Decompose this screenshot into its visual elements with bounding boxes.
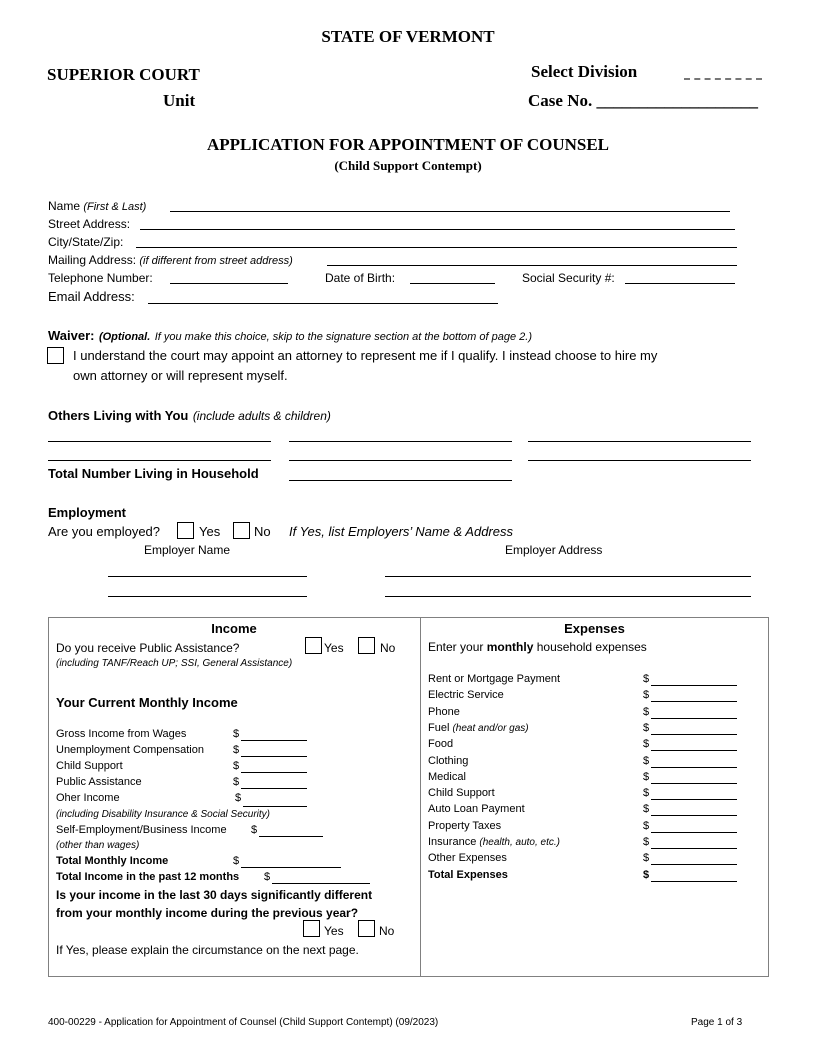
employer-address-field[interactable] [385,576,751,577]
state-heading: STATE OF VERMONT [321,27,495,46]
public-assistance-question: Do you receive Public Assistance? [56,641,240,655]
income-heading: Income [211,621,257,636]
street-label: Street Address: [48,217,131,231]
income-amount-field[interactable] [241,772,307,773]
total-expenses-label: Total Expenses [428,869,508,881]
income-difference-question-1: Is your income in the last 30 days significantly different [56,888,373,902]
dollar-sign: $ [643,673,650,685]
expense-item-label: Medical [428,771,466,783]
dollar-sign: $ [233,776,240,788]
income-item-label: Oher Income [56,792,120,804]
city-label: City/State/Zip: [48,235,124,249]
income-expenses-table [48,617,769,977]
income-amount-field[interactable] [243,806,307,807]
employed-no-checkbox[interactable] [233,522,250,539]
dollar-sign: $ [643,771,650,783]
dollar-sign: $ [643,836,650,848]
income-difference-yes-label: Yes [324,924,344,938]
total-monthly-income-field[interactable] [241,867,341,868]
expense-amount-field[interactable] [651,750,737,751]
form-id: 400-00229 - Application for Appointment of Counsel (Child Support Contempt) (09/2023) [48,1017,439,1028]
expense-item-label: Food [428,738,454,750]
income-difference-yes-checkbox[interactable] [303,920,320,937]
dollar-sign: $ [643,852,650,864]
division-dropdown-placeholder[interactable] [684,66,762,80]
expense-amount-field[interactable] [651,815,737,816]
dollar-sign: $ [643,755,650,767]
public-assistance-no-label: No [380,641,396,655]
income-difference-question-2: from your monthly income during the previous year? [56,906,359,920]
income-difference-no-checkbox[interactable] [358,920,375,937]
waiver-text-1: I understand the court may appoint an attorney to represent me if I qualify. I instead choose to hire my [73,348,658,363]
self-employment-field[interactable] [259,836,323,837]
dollar-sign: $ [233,760,240,772]
dollar-sign: $ [643,820,650,832]
household-heading: Others Living with You (include adults & children) [48,408,331,423]
total-12-month-income-field[interactable] [272,883,370,884]
mailing-label: Mailing Address: (if different from street address) [48,253,293,267]
income-amount-field[interactable] [241,740,307,741]
division-select[interactable]: Select Division [531,62,638,81]
public-assistance-note: (including TANF/Reach UP; SSI, General Assistance) [56,658,293,669]
household-member-field[interactable] [289,460,512,461]
income-item-label: Child Support [56,760,123,772]
dob-field[interactable] [410,283,495,284]
mailing-field[interactable] [327,265,737,266]
expense-amount-field[interactable] [651,734,737,735]
household-member-field[interactable] [528,460,751,461]
waiver-checkbox[interactable] [47,347,64,364]
expense-amount-field[interactable] [651,864,737,865]
case-number[interactable]: Case No. ___________________ [528,91,758,110]
total-expenses-field[interactable] [651,881,737,882]
employer-address-field[interactable] [385,596,751,597]
employer-address-heading: Employer Address [505,543,603,557]
expense-item-label: Fuel (heat and/or gas) [428,722,529,734]
income-amount-field[interactable] [241,756,307,757]
dollar-sign: $ [643,787,650,799]
expense-amount-field[interactable] [651,799,737,800]
income-explain-note: If Yes, please explain the circumstance on the next page. [56,943,359,957]
unit-label: Unit [163,91,196,110]
street-field[interactable] [140,229,735,230]
expense-item-label: Insurance (health, auto, etc.) [428,836,560,848]
household-total-field[interactable] [289,480,512,481]
dollar-sign: $ [235,792,242,804]
household-member-field[interactable] [289,441,512,442]
phone-field[interactable] [170,283,288,284]
employment-heading: Employment [48,505,127,520]
income-item-label: Gross Income from Wages [56,728,187,740]
expense-amount-field[interactable] [651,718,737,719]
employer-name-field[interactable] [108,576,307,577]
name-field[interactable] [170,211,730,212]
monthly-income-heading: Your Current Monthly Income [56,695,238,710]
employer-name-field[interactable] [108,596,307,597]
expense-amount-field[interactable] [651,783,737,784]
self-employment-note: (other than wages) [56,840,140,851]
expenses-intro: Enter your monthly household expenses [428,640,647,654]
dollar-sign: $ [643,706,650,718]
waiver-heading-row: Waiver: (Optional. If you make this choice, skip to the signature section at the bottom of page 2.) [48,328,532,343]
employer-instruction: If Yes, list Employers’ Name & Address [289,524,513,539]
household-total-label: Total Number Living in Household [48,466,259,481]
other-income-note: (including Disability Insurance & Social Security) [56,809,270,820]
form-title: APPLICATION FOR APPOINTMENT OF COUNSEL [206,135,610,154]
court-label: SUPERIOR COURT [47,65,200,84]
public-assistance-no-checkbox[interactable] [358,637,375,654]
email-field[interactable] [148,303,498,304]
expense-amount-field[interactable] [651,848,737,849]
expense-amount-field[interactable] [651,685,737,686]
ssn-label: Social Security #: [522,271,615,285]
expense-item-label: Auto Loan Payment [428,803,525,815]
expense-item-label: Other Expenses [428,852,507,864]
dob-label: Date of Birth: [325,271,396,285]
expense-amount-field[interactable] [651,701,737,702]
total-monthly-income-label: Total Monthly Income [56,855,169,867]
dollar-sign: $ [643,738,650,750]
name-label: Name (First & Last) [48,199,147,213]
city-field[interactable] [136,247,737,248]
table-divider [420,617,421,977]
expense-item-label: Property Taxes [428,820,502,832]
page-number: Page 1 of 3 [691,1017,743,1028]
expense-item-label: Electric Service [428,689,504,701]
income-amount-field[interactable] [241,788,307,789]
dollar-sign: $ [264,871,271,883]
ssn-field[interactable] [625,283,735,284]
employer-name-heading: Employer Name [144,543,231,557]
expense-item-label: Child Support [428,787,495,799]
employed-no-label: No [254,524,271,539]
dollar-sign: $ [251,824,258,836]
household-member-field[interactable] [48,460,271,461]
expense-amount-field[interactable] [651,767,737,768]
waiver-text-2: own attorney or will represent myself. [73,368,288,383]
income-difference-no-label: No [379,924,395,938]
expense-item-label: Clothing [428,755,469,767]
dollar-sign: $ [643,689,650,701]
dollar-sign: $ [233,744,240,756]
income-item-label: Public Assistance [56,776,142,788]
dollar-sign: $ [233,728,240,740]
self-employment-label: Self-Employment/Business Income [56,824,227,836]
employed-question: Are you employed? [48,524,161,539]
employed-yes-label: Yes [199,524,221,539]
employed-yes-checkbox[interactable] [177,522,194,539]
form-subtitle: (Child Support Contempt) [334,158,482,173]
public-assistance-yes-checkbox[interactable] [305,637,322,654]
phone-label: Telephone Number: [48,271,153,285]
dollar-sign: $ [643,869,650,881]
total-12-month-income-label: Total Income in the past 12 months [56,871,240,883]
public-assistance-yes-label: Yes [324,641,344,655]
household-member-field[interactable] [528,441,751,442]
household-member-field[interactable] [48,441,271,442]
expense-item-label: Phone [428,706,460,718]
expenses-heading: Expenses [564,621,625,636]
dollar-sign: $ [643,803,650,815]
dollar-sign: $ [233,855,240,867]
expense-amount-field[interactable] [651,832,737,833]
expense-item-label: Rent or Mortgage Payment [428,673,561,685]
dollar-sign: $ [643,722,650,734]
email-label: Email Address: [48,289,135,304]
income-item-label: Unemployment Compensation [56,744,204,756]
